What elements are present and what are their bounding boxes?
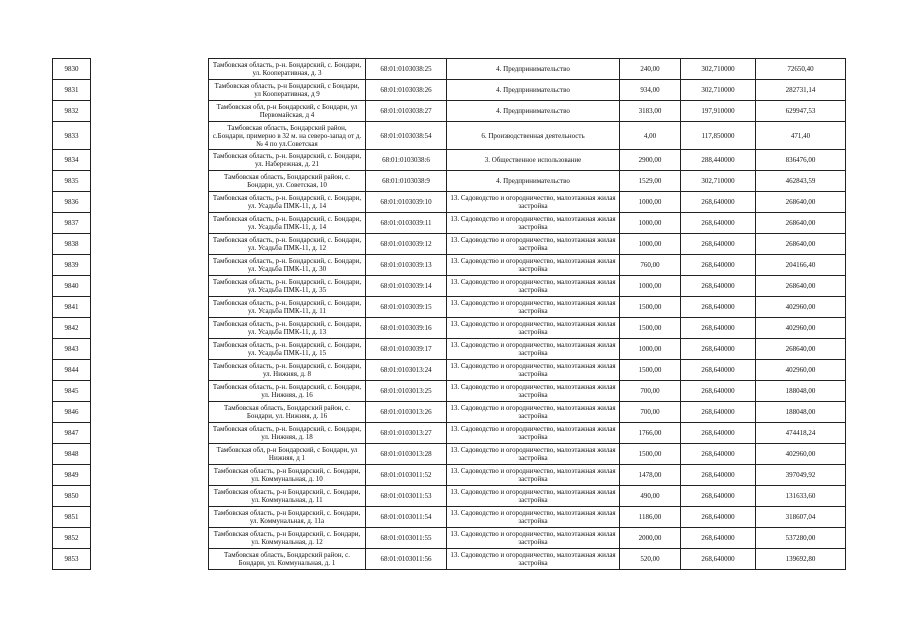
table-row xyxy=(53,528,846,549)
blank-gap-cell xyxy=(91,101,209,122)
blank-gap-cell xyxy=(91,339,209,360)
cadastral-number-cell: 68:01:0103039:15 xyxy=(366,297,447,318)
cadastral-number-cell: 68:01:0103039:13 xyxy=(366,255,447,276)
table-row xyxy=(53,255,846,276)
blank-gap-cell xyxy=(91,381,209,402)
land-use-group-cell: 13. Садоводство и огородничество, малоэтажная жилая застройка xyxy=(447,318,620,339)
cadastral-value-table xyxy=(52,58,846,570)
cadastral-number-cell: 68:01:0103011:55 xyxy=(366,528,447,549)
blank-gap-cell xyxy=(91,402,209,423)
table-body xyxy=(53,59,846,570)
table-row xyxy=(53,486,846,507)
table-row xyxy=(53,339,846,360)
land-use-group-cell: 13. Садоводство и огородничество, малоэтажная жилая застройка xyxy=(447,213,620,234)
blank-gap-cell xyxy=(91,486,209,507)
land-use-group-cell: 13. Садоводство и огородничество, малоэтажная жилая застройка xyxy=(447,297,620,318)
cadastral-number-cell: 68:01:0103039:11 xyxy=(366,213,447,234)
cadastral-value-cell: 139692,80 xyxy=(756,549,846,570)
cadastral-number-cell: 68:01:0103011:54 xyxy=(366,507,447,528)
cadastral-value-cell: 268640,00 xyxy=(756,234,846,255)
land-use-group-cell: 13. Садоводство и огородничество, малоэтажная жилая застройка xyxy=(447,423,620,444)
cadastral-number-cell: 68:01:0103038:26 xyxy=(366,80,447,101)
specific-value-cell: 268,640000 xyxy=(681,507,756,528)
specific-value-cell: 268,640000 xyxy=(681,339,756,360)
land-use-group-cell: 13. Садоводство и огородничество, малоэтажная жилая застройка xyxy=(447,486,620,507)
land-use-group-cell: 13. Садоводство и огородничество, малоэтажная жилая застройка xyxy=(447,234,620,255)
cadastral-number-cell: 68:01:0103039:10 xyxy=(366,192,447,213)
area-cell: 1000,00 xyxy=(620,339,681,360)
cadastral-value-cell: 402960,00 xyxy=(756,297,846,318)
specific-value-cell: 268,640000 xyxy=(681,486,756,507)
address-cell: Тамбовская область, р-н Бондарский, с. Бондари, ул. Коммунальная, д. 12 xyxy=(209,528,366,549)
table-row xyxy=(53,297,846,318)
blank-gap-cell xyxy=(91,150,209,171)
land-use-group-cell: 4. Предпринимательство xyxy=(447,59,620,80)
area-cell: 1500,00 xyxy=(620,444,681,465)
table-row xyxy=(53,507,846,528)
land-use-group-cell: 4. Предпринимательство xyxy=(447,171,620,192)
blank-gap-cell xyxy=(91,549,209,570)
address-cell: Тамбовская область, р-н. Бондарский, с. Бондари, ул. Усадьба ПМК-11, д. 11 xyxy=(209,297,366,318)
table-row xyxy=(53,276,846,297)
cadastral-value-cell: 629947,53 xyxy=(756,101,846,122)
table-row xyxy=(53,101,846,122)
row-number-cell: 9845 xyxy=(53,381,91,402)
address-cell: Тамбовская обл, р-н Бондарский, с Бондари, ул Первомайская, д 4 xyxy=(209,101,366,122)
row-number-cell: 9839 xyxy=(53,255,91,276)
area-cell: 1500,00 xyxy=(620,297,681,318)
blank-gap-cell xyxy=(91,423,209,444)
specific-value-cell: 268,640000 xyxy=(681,423,756,444)
cadastral-value-cell: 282731,14 xyxy=(756,80,846,101)
area-cell: 934,00 xyxy=(620,80,681,101)
land-use-group-cell: 4. Предпринимательство xyxy=(447,101,620,122)
address-cell: Тамбовская область, р-н. Бондарский, с. Бондари, ул. Усадьба ПМК-11, д. 30 xyxy=(209,255,366,276)
row-number-cell: 9836 xyxy=(53,192,91,213)
address-cell: Тамбовская область, р-н. Бондарский, с. Бондари, ул. Усадьба ПМК-11, д. 13 xyxy=(209,318,366,339)
blank-gap-cell xyxy=(91,59,209,80)
table-row xyxy=(53,318,846,339)
area-cell: 1500,00 xyxy=(620,318,681,339)
specific-value-cell: 268,640000 xyxy=(681,465,756,486)
table-row xyxy=(53,213,846,234)
row-number-cell: 9848 xyxy=(53,444,91,465)
cadastral-value-cell: 268640,00 xyxy=(756,192,846,213)
area-cell: 1529,00 xyxy=(620,171,681,192)
cadastral-number-cell: 68:01:0103013:25 xyxy=(366,381,447,402)
blank-gap-cell xyxy=(91,360,209,381)
row-number-cell: 9838 xyxy=(53,234,91,255)
area-cell: 240,00 xyxy=(620,59,681,80)
row-number-cell: 9831 xyxy=(53,80,91,101)
row-number-cell: 9837 xyxy=(53,213,91,234)
cadastral-number-cell: 68:01:0103039:17 xyxy=(366,339,447,360)
row-number-cell: 9844 xyxy=(53,360,91,381)
land-use-group-cell: 6. Производственная деятельность xyxy=(447,122,620,150)
cadastral-value-cell: 537280,00 xyxy=(756,528,846,549)
land-use-group-cell: 13. Садоводство и огородничество, малоэтажная жилая застройка xyxy=(447,276,620,297)
specific-value-cell: 268,640000 xyxy=(681,549,756,570)
land-use-group-cell: 4. Предпринимательство xyxy=(447,80,620,101)
land-use-group-cell: 13. Садоводство и огородничество, малоэтажная жилая застройка xyxy=(447,465,620,486)
table-row xyxy=(53,234,846,255)
blank-gap-cell xyxy=(91,192,209,213)
address-cell: Тамбовская область, р-н Бондарский, с. Бондари, ул. Коммунальная, д. 11а xyxy=(209,507,366,528)
specific-value-cell: 288,440000 xyxy=(681,150,756,171)
land-use-group-cell: 13. Садоводство и огородничество, малоэтажная жилая застройка xyxy=(447,360,620,381)
row-number-cell: 9851 xyxy=(53,507,91,528)
cadastral-number-cell: 68:01:0103038:27 xyxy=(366,101,447,122)
table-row xyxy=(53,171,846,192)
row-number-cell: 9830 xyxy=(53,59,91,80)
cadastral-value-cell: 268640,00 xyxy=(756,339,846,360)
table-row xyxy=(53,444,846,465)
specific-value-cell: 268,640000 xyxy=(681,234,756,255)
area-cell: 700,00 xyxy=(620,381,681,402)
land-use-group-cell: 13. Садоводство и огородничество, малоэтажная жилая застройка xyxy=(447,402,620,423)
cadastral-value-cell: 204166,40 xyxy=(756,255,846,276)
area-cell: 1478,00 xyxy=(620,465,681,486)
cadastral-number-cell: 68:01:0103011:56 xyxy=(366,549,447,570)
address-cell: Тамбовская область, р-н. Бондарский, с. Бондари, ул. Нижняя, д. 18 xyxy=(209,423,366,444)
area-cell: 1000,00 xyxy=(620,192,681,213)
row-number-cell: 9841 xyxy=(53,297,91,318)
specific-value-cell: 117,850000 xyxy=(681,122,756,150)
land-use-group-cell: 13. Садоводство и огородничество, малоэтажная жилая застройка xyxy=(447,528,620,549)
cadastral-value-cell: 72650,40 xyxy=(756,59,846,80)
blank-gap-cell xyxy=(91,297,209,318)
address-cell: Тамбовская область, Бондарский район, с. Бондари, ул. Советская, 10 xyxy=(209,171,366,192)
row-number-cell: 9843 xyxy=(53,339,91,360)
row-number-cell: 9835 xyxy=(53,171,91,192)
area-cell: 1766,00 xyxy=(620,423,681,444)
table-row xyxy=(53,465,846,486)
cadastral-value-cell: 131633,60 xyxy=(756,486,846,507)
blank-gap-cell xyxy=(91,255,209,276)
table-row xyxy=(53,549,846,570)
blank-gap-cell xyxy=(91,528,209,549)
row-number-cell: 9840 xyxy=(53,276,91,297)
area-cell: 1186,00 xyxy=(620,507,681,528)
blank-gap-cell xyxy=(91,234,209,255)
area-cell: 760,00 xyxy=(620,255,681,276)
blank-gap-cell xyxy=(91,465,209,486)
blank-gap-cell xyxy=(91,276,209,297)
table-row xyxy=(53,402,846,423)
area-cell: 2900,00 xyxy=(620,150,681,171)
cadastral-value-cell: 268640,00 xyxy=(756,213,846,234)
row-number-cell: 9852 xyxy=(53,528,91,549)
address-cell: Тамбовская область, р-н. Бондарский, с. Бондари, ул. Усадьба ПМК-11, д. 14 xyxy=(209,192,366,213)
cadastral-value-cell: 402960,00 xyxy=(756,318,846,339)
address-cell: Тамбовская область, Бондарский район, с. Бондари, ул. Коммунальная, д. 1 xyxy=(209,549,366,570)
land-use-group-cell: 13. Садоводство и огородничество, малоэтажная жилая застройка xyxy=(447,255,620,276)
specific-value-cell: 268,640000 xyxy=(681,381,756,402)
specific-value-cell: 302,710000 xyxy=(681,171,756,192)
land-use-group-cell: 13. Садоводство и огородничество, малоэтажная жилая застройка xyxy=(447,549,620,570)
specific-value-cell: 268,640000 xyxy=(681,297,756,318)
table-row xyxy=(53,381,846,402)
cadastral-value-cell: 402960,00 xyxy=(756,360,846,381)
cadastral-value-cell: 397049,92 xyxy=(756,465,846,486)
cadastral-value-cell: 402960,00 xyxy=(756,444,846,465)
row-number-cell: 9842 xyxy=(53,318,91,339)
address-cell: Тамбовская область, р-н. Бондарский, с. Бондари, ул. Усадьба ПМК-11, д. 15 xyxy=(209,339,366,360)
specific-value-cell: 268,640000 xyxy=(681,318,756,339)
specific-value-cell: 302,710000 xyxy=(681,80,756,101)
row-number-cell: 9847 xyxy=(53,423,91,444)
blank-gap-cell xyxy=(91,171,209,192)
cadastral-value-cell: 836476,00 xyxy=(756,150,846,171)
cadastral-number-cell: 68:01:0103013:27 xyxy=(366,423,447,444)
area-cell: 3183,00 xyxy=(620,101,681,122)
area-cell: 2000,00 xyxy=(620,528,681,549)
table-row xyxy=(53,122,846,150)
area-cell: 490,00 xyxy=(620,486,681,507)
cadastral-number-cell: 68:01:0103038:25 xyxy=(366,59,447,80)
blank-gap-cell xyxy=(91,122,209,150)
specific-value-cell: 302,710000 xyxy=(681,59,756,80)
land-use-group-cell: 13. Садоводство и огородничество, малоэтажная жилая застройка xyxy=(447,381,620,402)
address-cell: Тамбовская область, р-н. Бондарский, с. Бондари, ул. Набережная, д. 21 xyxy=(209,150,366,171)
area-cell: 520,00 xyxy=(620,549,681,570)
cadastral-number-cell: 68:01:0103013:28 xyxy=(366,444,447,465)
row-number-cell: 9833 xyxy=(53,122,91,150)
area-cell: 1000,00 xyxy=(620,234,681,255)
cadastral-number-cell: 68:01:0103038:6 xyxy=(366,150,447,171)
cadastral-value-cell: 462843,59 xyxy=(756,171,846,192)
blank-gap-cell xyxy=(91,213,209,234)
specific-value-cell: 268,640000 xyxy=(681,213,756,234)
address-cell: Тамбовская область, р-н. Бондарский, с. Бондари, ул. Усадьба ПМК-11, д. 12 xyxy=(209,234,366,255)
row-number-cell: 9832 xyxy=(53,101,91,122)
address-cell: Тамбовская область, р-н Бондарский, с. Бондари, ул. Коммунальная, д. 11 xyxy=(209,486,366,507)
land-use-group-cell: 13. Садоводство и огородничество, малоэтажная жилая застройка xyxy=(447,339,620,360)
cadastral-number-cell: 68:01:0103038:9 xyxy=(366,171,447,192)
address-cell: Тамбовская область, р-н. Бондарский, с. Бондари, ул. Усадьба ПМК-11, д. 14 xyxy=(209,213,366,234)
specific-value-cell: 268,640000 xyxy=(681,255,756,276)
area-cell: 1000,00 xyxy=(620,213,681,234)
specific-value-cell: 268,640000 xyxy=(681,360,756,381)
table-row xyxy=(53,423,846,444)
specific-value-cell: 197,910000 xyxy=(681,101,756,122)
table-row xyxy=(53,360,846,381)
blank-gap-cell xyxy=(91,507,209,528)
cadastral-number-cell: 68:01:0103039:16 xyxy=(366,318,447,339)
row-number-cell: 9850 xyxy=(53,486,91,507)
specific-value-cell: 268,640000 xyxy=(681,528,756,549)
specific-value-cell: 268,640000 xyxy=(681,402,756,423)
row-number-cell: 9834 xyxy=(53,150,91,171)
cadastral-number-cell: 68:01:0103013:26 xyxy=(366,402,447,423)
row-number-cell: 9846 xyxy=(53,402,91,423)
address-cell: Тамбовская область, р-н. Бондарский, с. Бондари, ул. Кооперативная, д. 3 xyxy=(209,59,366,80)
row-number-cell: 9853 xyxy=(53,549,91,570)
area-cell: 700,00 xyxy=(620,402,681,423)
cadastral-number-cell: 68:01:0103011:53 xyxy=(366,486,447,507)
address-cell: Тамбовская область, р-н Бондарский, с Бондари, ул Кооперативная, д 9 xyxy=(209,80,366,101)
land-use-group-cell: 13. Садоводство и огородничество, малоэтажная жилая застройка xyxy=(447,444,620,465)
row-number-cell: 9849 xyxy=(53,465,91,486)
table-row xyxy=(53,80,846,101)
cadastral-number-cell: 68:01:0103011:52 xyxy=(366,465,447,486)
specific-value-cell: 268,640000 xyxy=(681,276,756,297)
address-cell: Тамбовская область, р-н. Бондарский, с. Бондари, ул. Нижняя, д. 16 xyxy=(209,381,366,402)
address-cell: Тамбовская область, р-н Бондарский, с. Бондари, ул. Коммунальная, д. 10 xyxy=(209,465,366,486)
cadastral-number-cell: 68:01:0103039:12 xyxy=(366,234,447,255)
specific-value-cell: 268,640000 xyxy=(681,192,756,213)
cadastral-number-cell: 68:01:0103039:14 xyxy=(366,276,447,297)
blank-gap-cell xyxy=(91,318,209,339)
cadastral-value-cell: 318607,04 xyxy=(756,507,846,528)
land-use-group-cell: 13. Садоводство и огородничество, малоэтажная жилая застройка xyxy=(447,192,620,213)
address-cell: Тамбовская область, р-н. Бондарский, с. Бондари, ул. Нижняя, д. 8 xyxy=(209,360,366,381)
land-use-group-cell: 3. Общественное использование xyxy=(447,150,620,171)
specific-value-cell: 268,640000 xyxy=(681,444,756,465)
blank-gap-cell xyxy=(91,444,209,465)
cadastral-value-cell: 188048,00 xyxy=(756,381,846,402)
cadastral-value-cell: 474418,24 xyxy=(756,423,846,444)
table-row xyxy=(53,59,846,80)
cadastral-value-cell: 471,40 xyxy=(756,122,846,150)
table-row xyxy=(53,150,846,171)
area-cell: 4,00 xyxy=(620,122,681,150)
cadastral-number-cell: 68:01:0103013:24 xyxy=(366,360,447,381)
cadastral-value-cell: 188048,00 xyxy=(756,402,846,423)
address-cell: Тамбовская область, Бондарский район, с.Бондари, примерно в 32 м. на северо-запад от д. № 4 по ул.Советская xyxy=(209,122,366,150)
address-cell: Тамбовская область, р-н. Бондарский, с. Бондари, ул. Усадьба ПМК-11, д. 35 xyxy=(209,276,366,297)
blank-gap-cell xyxy=(91,80,209,101)
area-cell: 1000,00 xyxy=(620,276,681,297)
cadastral-number-cell: 68:01:0103038:54 xyxy=(366,122,447,150)
land-use-group-cell: 13. Садоводство и огородничество, малоэтажная жилая застройка xyxy=(447,507,620,528)
area-cell: 1500,00 xyxy=(620,360,681,381)
cadastral-value-cell: 268640,00 xyxy=(756,276,846,297)
address-cell: Тамбовская обл, р-н Бондарский, с Бондари, ул Нижняя, д 1 xyxy=(209,444,366,465)
table-row xyxy=(53,192,846,213)
address-cell: Тамбовская область, Бондарский район, с. Бондари, ул. Нижняя, д. 16 xyxy=(209,402,366,423)
